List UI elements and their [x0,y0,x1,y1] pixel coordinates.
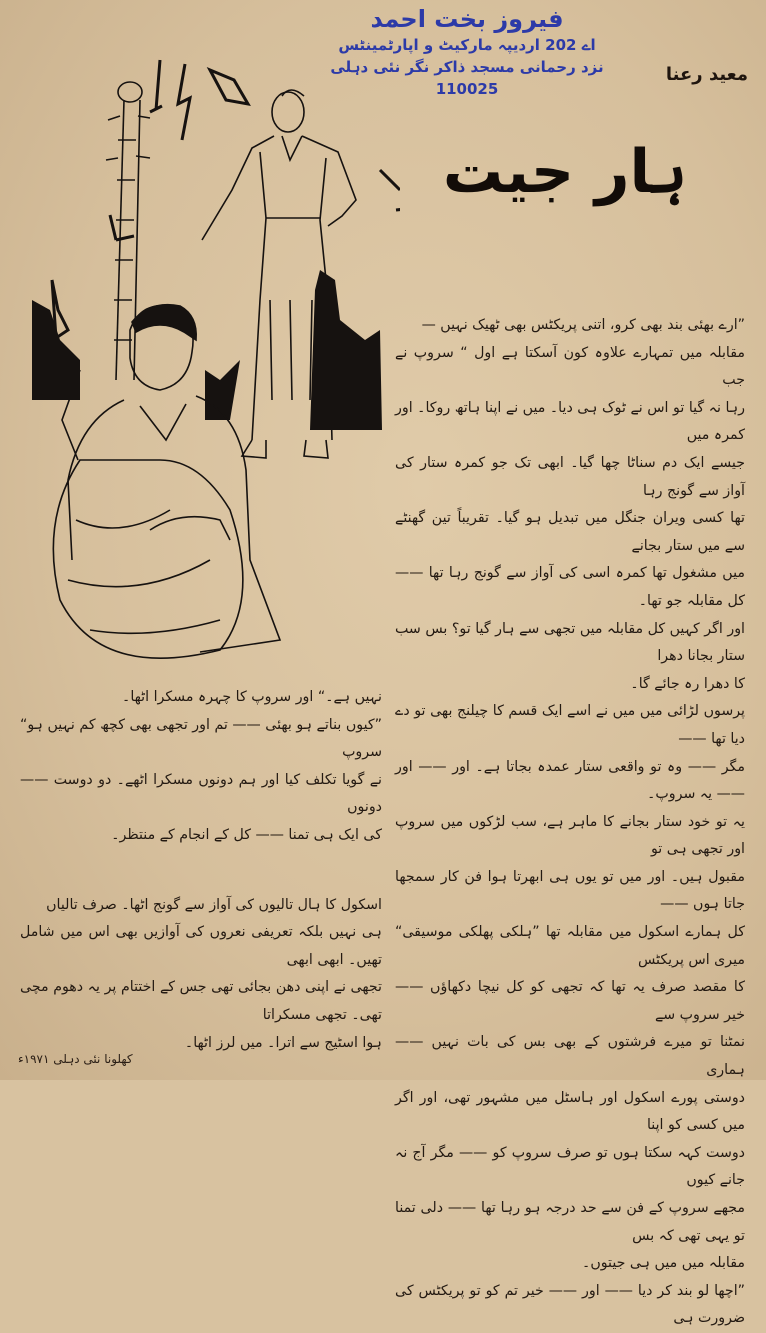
text-line: رہا نہ گیا تو اس نے ٹوک ہی دیا۔ میں نے اپنا ہاتھ روکا۔ اور کمرہ میں [395,399,745,444]
page-footer: کھلونا نئی دہلی ۱۹۷۱ء [18,1052,133,1066]
text-line: مقبول ہیں۔ اور میں تو یوں ہی ابھرتا ہوا فن کار سمجھا جاتا ہوں —— [395,868,745,913]
text-line: نہیں ہے۔“ اور سروپ کا چہرہ مسکرا اٹھا۔ [122,689,382,705]
stamp-address-line1: اے 202 اردیپہ مارکیٹ و اپارٹمینٹس [338,36,596,54]
text-line: دوستی پورے اسکول اور ہاسٹل میں مشہور تھی، اور اگر میں کسی کو اپنا [395,1089,745,1134]
text-line: مگر —— وہ تو واقعی ستار عمدہ بجاتا ہے۔ اور —— اور —— یہ سروپ۔ [395,758,745,803]
text-line: ہی نہیں بلکہ تعریفی نعروں کی آوازیں بھی اس میں شامل تھیں۔ ابھی ابھی [20,924,382,968]
text-line: نمٹنا تو میرے فرشتوں کے بھی بس کی بات نہیں —— ہماری [395,1034,745,1079]
right-text-column [395,312,745,1333]
text-line: تجھی نے اپنی دھن بجائی تھی جس کے اختتام پر یہ دھوم مچی تھی۔ تجھی مسکراتا [20,979,382,1023]
text-line: ”کیوں بناتے ہو بھئی —— تم اور تجھی بھی کچھ کم نہیں ہو“ سروپ [20,716,382,761]
stamp-address-line2: نزد رحمانی مسجد ذاکر نگر نئی دہلی 110025 [330,58,604,98]
text-line: اسکول کا ہال تالیوں کی آواز سے گونج اٹھا۔ صرف تالیاں [46,896,382,913]
left-text-column [20,684,382,1057]
text-line: ”اچھا لو بند کر دیا —— اور —— خیر تم کو تو پریکٹس کی ضرورت ہی [395,1282,745,1327]
author-name: معید رعنا [665,64,748,85]
text-line: جیسے ایک دم سناٹا چھا گیا۔ ابھی تک جو کمرہ ستار کی آواز سے گونج رہا [395,454,745,499]
sitar-players-illustration [20,40,400,680]
text-line: ہوا اسٹیج سے اترا۔ میں لرز اٹھا۔ [184,1034,382,1051]
text-line: مجھے سروپ کے فن سے حد درجہ ہو رہا تھا —— دلی تمنا تو یہی تھی کہ بس [395,1200,745,1244]
text-line: کی ایک ہی تمنا —— کل کے انجام کے منتظر۔ [111,826,382,843]
text-line: تھا کسی ویران جنگل میں تبدیل ہو گیا۔ تقریباً تین گھنٹے سے میں ستار بجانے [395,510,745,554]
text-line: کا مقصد صرف یہ تھا کہ تجھی کو کل نیچا دکھاؤں —— خیر سروپ سے [395,979,745,1023]
story-title: ہار جیت [442,137,688,207]
text-line: کا دھرا رہ جائے گا۔ [630,675,745,692]
text-line: اور اگر کہیں کل مقابلہ میں تجھی سے ہار گیا تو؟ بس سب ستار بجانا دھرا [395,620,745,665]
text-line: مقابلہ میں میں ہی جیتوں۔ [582,1255,745,1272]
text-line: مقابلہ میں تمہارے علاوہ کون آسکتا ہے اول “ سروپ نے جب [395,344,745,389]
text-line: دوست کہہ سکتا ہوں تو صرف سروپ کو —— مگر آج نہ جانے کیوں [395,1144,745,1189]
text-line: میں مشغول تھا کمرہ اسی کی آواز سے گونج رہا تھا —— کل مقابلہ جو تھا۔ [395,565,745,609]
text-line: ”ارے بھئی بند بھی کرو، اتنی پریکٹس بھی ٹھیک نہیں — [421,317,745,333]
text-line: پرسوں لڑائی میں میں نے اسے ایک قسم کا چیلنج بھی تو دے دیا تھا —— [395,703,745,747]
text-line: یہ تو خود ستار بجانے کا ماہر ہے، سب لڑکوں میں سروپ اور تجھی ہی تو [395,813,745,858]
text-line: نے گویا تکلف کیا اور ہم دونوں مسکرا اٹھے۔ دو دوست —— دونوں [20,771,382,816]
stamp-name: فیروز بخت احمد [370,5,564,33]
text-line: کل ہمارے اسکول میں مقابلہ تھا ”ہلکی پھلکی موسیقی“ میری اس پریکٹس [395,924,745,968]
